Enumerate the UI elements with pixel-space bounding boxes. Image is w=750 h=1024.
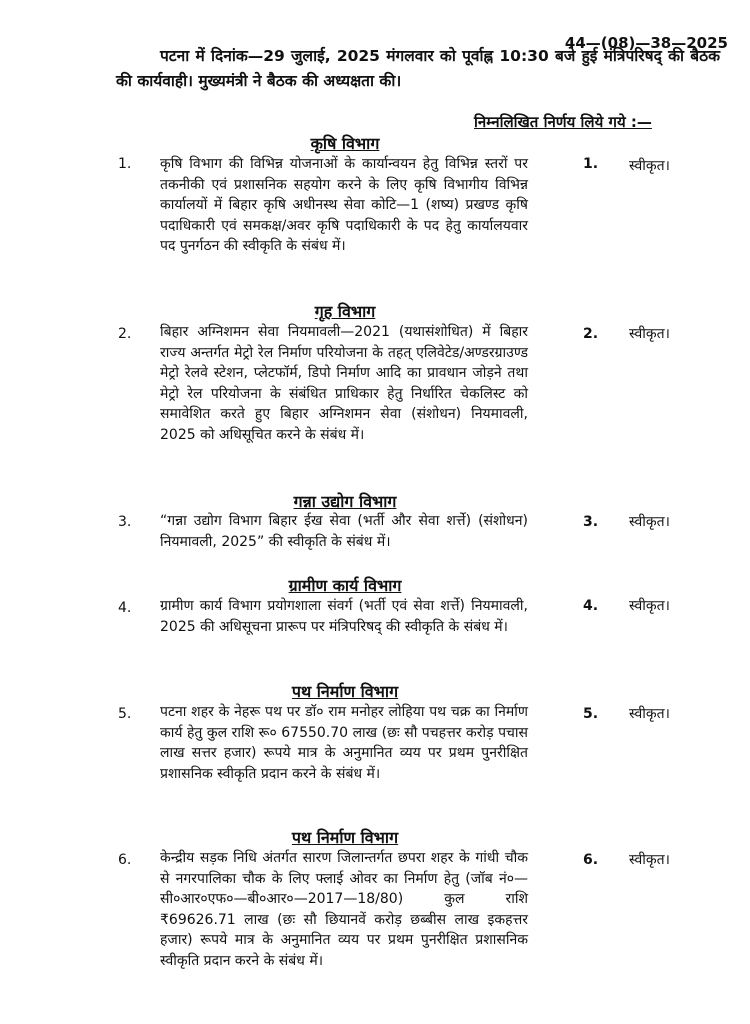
department-heading: कृषि विभाग [310,134,380,153]
item-number: 6. [118,852,132,868]
decision-number: 5. [583,706,599,722]
decision-status: स्वीकृत। [629,514,670,530]
decision-status: स्वीकृत। [629,158,670,174]
department-heading: पथ निर्माण विभाग [291,682,399,701]
item-text: ग्रामीण कार्य विभाग प्रयोगशाला संवर्ग (भर्ती एवं सेवा शर्त्ते) नियमावली, 2025 की अधिसूचना प्रारूप पर मंत्रिपरिषद् की स्वीकृति के संबंध में। [160,598,528,635]
decision-status: स्वीकृत। [629,598,670,614]
item-text: “गन्ना उद्योग विभाग बिहार ईख सेवा (भर्ती और सेवा शर्त्ते) (संशोधन) नियमावली, 2025” की स्वीकृति के संबंध में। [160,513,528,550]
item-number: 4. [118,600,132,616]
decision-status: स्वीकृत। [629,326,670,342]
department-heading: गृह विभाग [314,302,376,321]
item-text: केन्द्रीय सड़क निधि अंतर्गत सारण जिलान्तर्गत छपरा शहर के गांधी चौक से नगरपालिका चौक के लिए फ्लाई ओवर का निर्माण हेतु (जॉब नं०—सी०आर०एफ०—बी०आर०—2017—18/80) कुल राशि ₹69626.71 लाख (छः सौ छियानवें करोड़ छब्बीस लाख इकहत्तर हजार) रूपये मात्र के अनुमानित व्यय पर प्रथम पुनरीक्षित प्रशासनिक स्वीकृति प्रदान करने के संबंध में। [160,850,528,969]
decision-number: 2. [583,326,599,342]
decision-number: 1. [583,156,599,172]
meeting-intro: पटना में दिनांक—29 जुलाई, 2025 मंगलवार को पूर्वाह्न 10:30 बजे हुई मंत्रिपरिषद् की बैठक की कार्यवाही। मुख्यमंत्री ने बैठक की अध्यक्षता की। [116,47,720,90]
decision-number: 3. [583,514,599,530]
department-heading: पथ निर्माण विभाग [291,828,399,847]
decision-number: 6. [583,852,599,868]
department-heading: गन्ना उद्योग विभाग [293,492,397,511]
item-text: बिहार अग्निशमन सेवा नियमावली—2021 (यथासंशोधित) में बिहार राज्य अन्तर्गत मेट्रो रेल निर्माण परियोजना के तहत् एलिवेटेड/अण्डरग्राउण्ड मेट्रो रेलवे स्टेशन, प्लेटफॉर्म, डिपो निर्माण आदि का प्रावधान जोड़ने तथा मेट्रो रेल परियोजना के संबंधित प्राधिकार हेतु निर्धारित चेकलिस्ट को समावेशित करते हुए बिहार अग्निशमन सेवा (संशोधन) नियमावली, 2025 को अधिसूचित करने के संबंध में। [160,324,528,443]
item-text: कृषि विभाग की विभिन्न योजनाओं के कार्यान्वयन हेतु विभिन्न स्तरों पर तकनीकी एवं प्रशासनिक सहयोग करने के लिए कृषि विभागीय विभिन्न कार्यालयों में बिहार कृषि अधीनस्थ सेवा कोटि—1 (शष्य) प्रखण्ड कृषि पदाधिकारी एवं समकक्ष/अवर कृषि पदाधिकारी के पद हेतु कार्यालयवार पद पुनर्गठन की स्वीकृति के संबंध में। [160,156,528,254]
item-number: 3. [118,514,132,530]
decision-number: 4. [583,598,599,614]
decision-status: स्वीकृत। [629,852,670,868]
item-number: 2. [118,326,132,342]
item-number: 1. [118,156,132,172]
item-number: 5. [118,706,132,722]
decisions-header: निम्नलिखित निर्णय लिये गये :— [474,113,652,131]
decision-status: स्वीकृत। [629,706,670,722]
reference-number: 44—(08)—38—2025 [564,34,728,52]
department-heading: ग्रामीण कार्य विभाग [288,576,402,595]
item-text: पटना शहर के नेहरू पथ पर डॉ० राम मनोहर लोहिया पथ चक्र का निर्माण कार्य हेतु कुल राशि रू० 67550.70 लाख (छः सौ पचहत्तर करोड़ पचास लाख सत्तर हजार) रूपये मात्र के अनुमानित व्यय पर प्रथम पुनरीक्षित प्रशासनिक स्वीकृति प्रदान करने के संबंध में। [160,704,528,782]
